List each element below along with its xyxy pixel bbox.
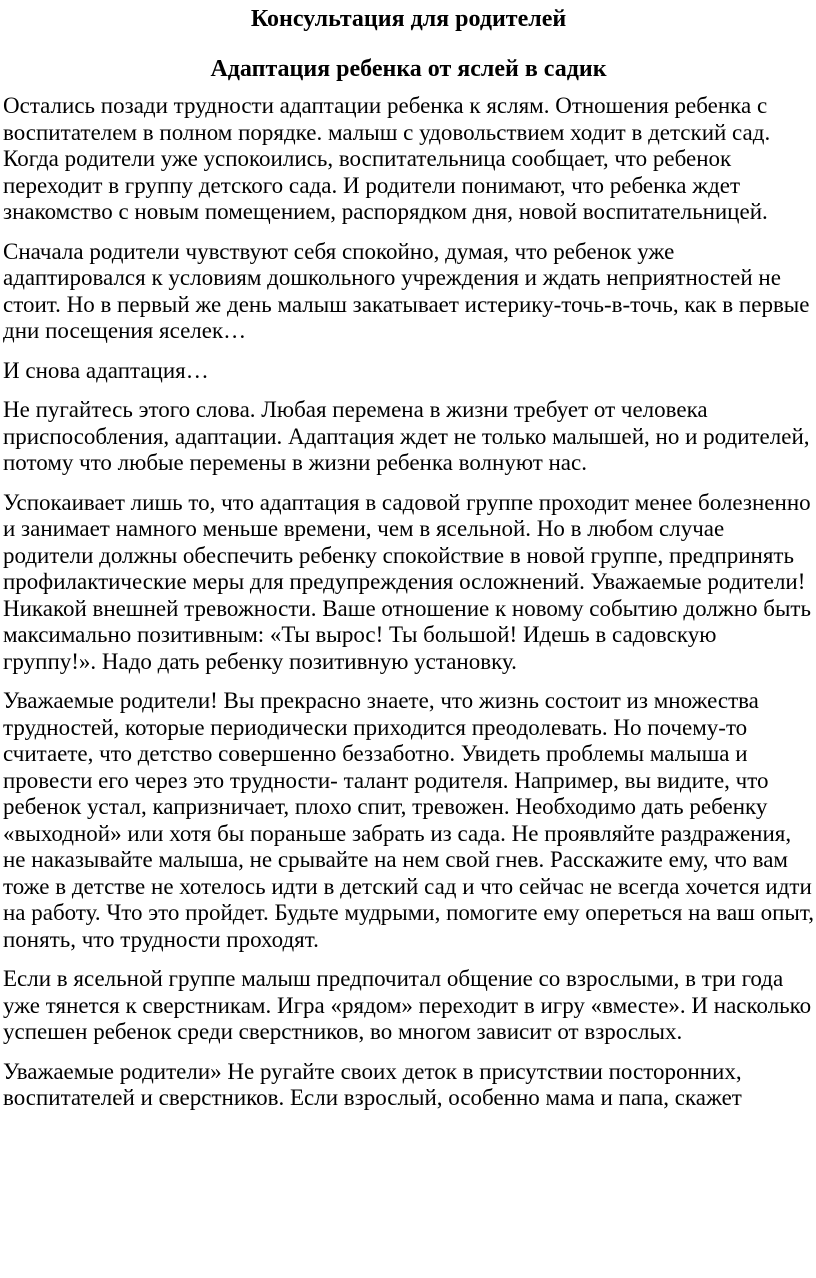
paragraph-6: Уважаемые родители! Вы прекрасно знаете, что жизнь состоит из множества трудностей, которые периодически приходится преодолевать. Но почему-то считаете, что детство совершенно беззаботно. Увидеть проблемы малыша и провести его через это трудности- талант родителя. Например, вы видите, что ребенок устал, капризничает, плохо спит, тревожен. Необходимо дать ребенку «выходной» или хотя бы пораньше забрать из сада. Не проявляйте раздражения, не наказывайте малыша, не срывайте на нем свой гнев. Расскажите ему, что вам тоже в детстве не хотелось идти в детский сад и что сейчас не всегда хочется идти на работу. Что это пройдет. Будьте мудрыми, помогите ему опереться на ваш опыт, понять, что трудности проходят. xyxy=(3,688,814,952)
paragraph-3: И снова адаптация… xyxy=(3,357,209,383)
paragraph-7: Если в ясельной группе малыш предпочитал общение со взрослыми, в три года уже тянется к сверстникам. Игра «рядом» переходит в игру «вместе». И насколько успешен ребенок среди сверстников, во многом зависит от взрослых. xyxy=(3,966,812,1044)
document-subtitle: Адаптация ребенка от яслей в садик xyxy=(210,56,607,82)
paragraph-2: Сначала родители чувствуют себя спокойно, думая, что ребенок уже адаптировался к условиям дошкольного учреждения и ждать неприятностей не стоит. Но в первый же день малыш закатывает истерику-точь-в-точь, как в первые дни посещения яселек… xyxy=(3,238,810,343)
paragraph-4: Не пугайтесь этого слова. Любая перемена в жизни требует от человека приспособления, адаптации. Адаптация ждет не только малышей, но и родителей, потому что любые перемены в жизни ребенка волнуют нас. xyxy=(3,397,810,475)
paragraph-1: Остались позади трудности адаптации ребенка к яслям. Отношения ребенка с воспитателем в полном порядке. малыш с удовольствием ходит в детский сад. Когда родители уже успокоились, воспитательница сообщает, что ребенок переходит в группу детского сада. И родители понимают, что ребенка ждет знакомство с новым помещением, распорядком дня, новой воспитательницей. xyxy=(3,93,771,224)
paragraph-8: Уважаемые родители» Не ругайте своих деток в присутствии посторонних, воспитателей и сверстников. Если взрослый, особенно мама и папа, скажет xyxy=(3,1058,742,1110)
paragraph-5: Успокаивает лишь то, что адаптация в садовой группе проходит менее болезненно и занимает намного меньше времени, чем в ясельной. Но в любом случае родители должны обеспечить ребенку спокойствие в новой группе, предпринять профилактические меры для предупреждения осложнений. Уважаемые родители! Никакой внешней тревожности. Ваше отношение к новому событию должно быть максимально позитивным: «Ты вырос! Ты большой! Идешь в садовскую группу!». Надо дать ребенку позитивную установку. xyxy=(3,489,811,674)
document-title: Консультация для родителей xyxy=(250,6,567,32)
